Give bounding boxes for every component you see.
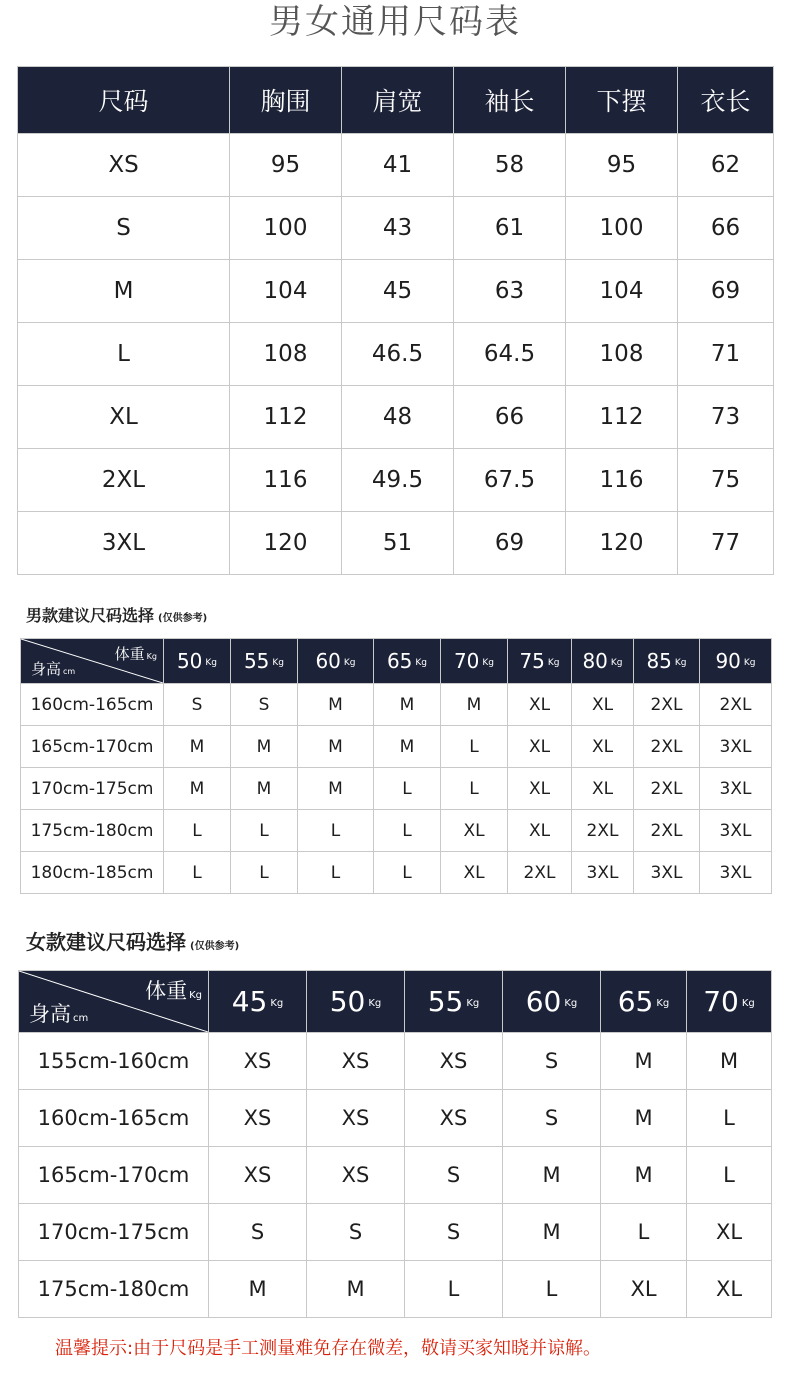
size-cell: M bbox=[601, 1090, 687, 1147]
size-cell: 3XL bbox=[700, 852, 772, 894]
weight-header bbox=[441, 639, 508, 684]
weight-value: 55 bbox=[243, 649, 270, 673]
size-cell: S bbox=[307, 1204, 405, 1261]
size-cell: M bbox=[231, 768, 298, 810]
column-header: 肩宽 bbox=[342, 67, 454, 134]
weight-unit: Kg bbox=[343, 657, 356, 668]
size-label: 2XL bbox=[18, 449, 230, 512]
size-cell: M bbox=[298, 726, 374, 768]
weight-header bbox=[209, 971, 307, 1033]
men-section-title-text: 男款建议尺码选择 bbox=[26, 606, 155, 625]
table-cell: 43 bbox=[342, 197, 454, 260]
table-header-row bbox=[18, 67, 774, 134]
size-label: XL bbox=[18, 386, 230, 449]
size-cell: 2XL bbox=[572, 810, 634, 852]
women-size-table bbox=[18, 970, 772, 1318]
table-cell: 48 bbox=[342, 386, 454, 449]
size-cell: L bbox=[298, 810, 374, 852]
table-row bbox=[21, 852, 772, 894]
weight-value: 70 bbox=[703, 985, 739, 1018]
height-range: 175cm-180cm bbox=[19, 1261, 209, 1318]
size-cell: XL bbox=[441, 810, 508, 852]
size-cell: L bbox=[441, 726, 508, 768]
table-cell: 95 bbox=[230, 134, 342, 197]
weight-unit: Kg bbox=[547, 657, 560, 668]
size-cell: L bbox=[231, 852, 298, 894]
table-cell: 41 bbox=[342, 134, 454, 197]
size-cell: 3XL bbox=[700, 810, 772, 852]
size-cell: 3XL bbox=[700, 726, 772, 768]
weight-header bbox=[307, 971, 405, 1033]
table-row bbox=[19, 1147, 772, 1204]
weight-header bbox=[634, 639, 700, 684]
size-cell: L bbox=[374, 852, 441, 894]
weight-value: 80 bbox=[582, 649, 608, 673]
weight-header bbox=[405, 971, 503, 1033]
table-cell: 120 bbox=[230, 512, 342, 575]
size-cell: M bbox=[687, 1033, 772, 1090]
weight-value: 85 bbox=[646, 649, 672, 673]
size-cell: 2XL bbox=[508, 852, 572, 894]
size-cell: M bbox=[298, 684, 374, 726]
height-range: 165cm-170cm bbox=[21, 726, 164, 768]
table-row bbox=[19, 1033, 772, 1090]
weight-unit: Kg bbox=[466, 997, 480, 1009]
column-header: 袖长 bbox=[454, 67, 566, 134]
weight-header bbox=[687, 971, 772, 1033]
size-cell: XL bbox=[508, 810, 572, 852]
table-cell: 64.5 bbox=[454, 323, 566, 386]
size-cell: L bbox=[231, 810, 298, 852]
table-cell: 112 bbox=[566, 386, 678, 449]
women-section-title bbox=[26, 926, 239, 955]
height-range: 160cm-165cm bbox=[21, 684, 164, 726]
table-cell: 71 bbox=[678, 323, 774, 386]
weight-value: 45 bbox=[231, 985, 268, 1018]
weight-header bbox=[601, 971, 687, 1033]
weight-value: 65 bbox=[386, 649, 413, 673]
size-cell: XL bbox=[572, 726, 634, 768]
size-cell: 2XL bbox=[634, 768, 700, 810]
size-cell: XL bbox=[687, 1261, 772, 1318]
size-cell: M bbox=[374, 726, 441, 768]
size-cell: L bbox=[441, 768, 508, 810]
size-cell: M bbox=[231, 726, 298, 768]
weight-header bbox=[503, 971, 601, 1033]
weight-unit: Kg bbox=[674, 657, 687, 668]
men-size-table bbox=[20, 638, 772, 894]
table-row bbox=[18, 197, 774, 260]
weight-unit: Kg bbox=[415, 657, 428, 668]
size-cell: XS bbox=[307, 1147, 405, 1204]
table-header-row bbox=[19, 971, 772, 1033]
size-cell: S bbox=[209, 1204, 307, 1261]
size-cell: XS bbox=[405, 1090, 503, 1147]
weight-value: 50 bbox=[329, 985, 366, 1018]
size-cell: M bbox=[503, 1147, 601, 1204]
weight-value: 50 bbox=[176, 649, 203, 673]
weight-header bbox=[164, 639, 231, 684]
weight-header bbox=[374, 639, 441, 684]
table-cell: 100 bbox=[566, 197, 678, 260]
size-cell: M bbox=[298, 768, 374, 810]
weight-value: 60 bbox=[315, 649, 341, 673]
size-cell: L bbox=[374, 768, 441, 810]
table-cell: 51 bbox=[342, 512, 454, 575]
weight-unit: Kg bbox=[564, 997, 578, 1009]
size-cell: L bbox=[298, 852, 374, 894]
table-row bbox=[18, 386, 774, 449]
weight-unit: Kg bbox=[205, 657, 218, 668]
weight-unit: Kg bbox=[368, 997, 382, 1009]
size-cell: 2XL bbox=[700, 684, 772, 726]
table-cell: 116 bbox=[566, 449, 678, 512]
size-cell: M bbox=[441, 684, 508, 726]
weight-unit: Kg bbox=[482, 657, 495, 668]
table-row bbox=[18, 260, 774, 323]
size-cell: XL bbox=[572, 768, 634, 810]
table-cell: 67.5 bbox=[454, 449, 566, 512]
weight-header bbox=[572, 639, 634, 684]
men-section-title bbox=[26, 603, 207, 626]
unisex-size-table bbox=[17, 66, 774, 575]
size-cell: XL bbox=[601, 1261, 687, 1318]
column-header: 尺码 bbox=[18, 67, 230, 134]
weight-unit: Kg bbox=[610, 657, 623, 668]
weight-value: 70 bbox=[453, 649, 480, 673]
weight-header bbox=[508, 639, 572, 684]
size-label: XS bbox=[18, 134, 230, 197]
weight-label: 体重 Kg bbox=[145, 979, 202, 1003]
table-cell: 46.5 bbox=[342, 323, 454, 386]
height-range: 170cm-175cm bbox=[19, 1204, 209, 1261]
weight-value: 90 bbox=[715, 649, 741, 673]
size-cell: 2XL bbox=[634, 810, 700, 852]
size-cell: L bbox=[503, 1261, 601, 1318]
table-cell: 120 bbox=[566, 512, 678, 575]
size-cell: XS bbox=[405, 1033, 503, 1090]
size-cell: L bbox=[687, 1147, 772, 1204]
size-cell: L bbox=[405, 1261, 503, 1318]
height-label: 身高 cm bbox=[31, 660, 76, 678]
size-cell: XS bbox=[307, 1033, 405, 1090]
size-cell: XS bbox=[209, 1147, 307, 1204]
table-header-row bbox=[21, 639, 772, 684]
table-cell: 116 bbox=[230, 449, 342, 512]
size-cell: 2XL bbox=[634, 726, 700, 768]
size-cell: M bbox=[601, 1033, 687, 1090]
weight-value: 75 bbox=[519, 649, 545, 673]
footer-note: 温馨提示:由于尺码是手工测量难免存在微差，敬请买家知晓并谅解。 bbox=[55, 1338, 602, 1359]
size-cell: S bbox=[164, 684, 231, 726]
table-cell: 73 bbox=[678, 386, 774, 449]
size-cell: 3XL bbox=[572, 852, 634, 894]
table-cell: 112 bbox=[230, 386, 342, 449]
size-label: M bbox=[18, 260, 230, 323]
table-row bbox=[21, 726, 772, 768]
table-cell: 58 bbox=[454, 134, 566, 197]
women-section-note: (仅供参考) bbox=[190, 941, 240, 952]
size-cell: L bbox=[687, 1090, 772, 1147]
height-range: 155cm-160cm bbox=[19, 1033, 209, 1090]
weight-header bbox=[231, 639, 298, 684]
table-cell: 69 bbox=[678, 260, 774, 323]
size-cell: S bbox=[231, 684, 298, 726]
size-label: L bbox=[18, 323, 230, 386]
weight-value: 55 bbox=[427, 985, 464, 1018]
weight-value: 60 bbox=[525, 985, 562, 1018]
size-cell: S bbox=[503, 1090, 601, 1147]
table-row bbox=[21, 684, 772, 726]
size-cell: 3XL bbox=[634, 852, 700, 894]
size-cell: XS bbox=[307, 1090, 405, 1147]
table-cell: 49.5 bbox=[342, 449, 454, 512]
table-cell: 66 bbox=[678, 197, 774, 260]
size-cell: L bbox=[164, 852, 231, 894]
size-cell: L bbox=[601, 1204, 687, 1261]
size-cell: XL bbox=[572, 684, 634, 726]
table-row bbox=[19, 1204, 772, 1261]
table-cell: 63 bbox=[454, 260, 566, 323]
table-cell: 100 bbox=[230, 197, 342, 260]
size-cell: XL bbox=[508, 726, 572, 768]
weight-unit: Kg bbox=[270, 997, 284, 1009]
men-section-note: (仅供参考) bbox=[158, 613, 208, 624]
table-cell: 108 bbox=[566, 323, 678, 386]
size-cell: XL bbox=[508, 768, 572, 810]
table-cell: 104 bbox=[566, 260, 678, 323]
table-cell: 62 bbox=[678, 134, 774, 197]
weight-unit: Kg bbox=[272, 657, 285, 668]
size-cell: M bbox=[209, 1261, 307, 1318]
table-cell: 45 bbox=[342, 260, 454, 323]
size-cell: 2XL bbox=[634, 684, 700, 726]
table-cell: 95 bbox=[566, 134, 678, 197]
weight-unit: Kg bbox=[656, 997, 670, 1009]
size-cell: M bbox=[601, 1147, 687, 1204]
height-range: 175cm-180cm bbox=[21, 810, 164, 852]
table-cell: 61 bbox=[454, 197, 566, 260]
column-header: 下摆 bbox=[566, 67, 678, 134]
height-label: 身高 cm bbox=[29, 1002, 89, 1026]
size-cell: XS bbox=[209, 1033, 307, 1090]
height-range: 160cm-165cm bbox=[19, 1090, 209, 1147]
size-cell: M bbox=[164, 768, 231, 810]
size-cell: M bbox=[164, 726, 231, 768]
corner-cell bbox=[21, 639, 164, 684]
size-cell: M bbox=[503, 1204, 601, 1261]
size-cell: 3XL bbox=[700, 768, 772, 810]
height-range: 170cm-175cm bbox=[21, 768, 164, 810]
table-cell: 77 bbox=[678, 512, 774, 575]
women-section-title-text: 女款建议尺码选择 bbox=[26, 930, 186, 954]
size-label: S bbox=[18, 197, 230, 260]
table-cell: 104 bbox=[230, 260, 342, 323]
height-range: 165cm-170cm bbox=[19, 1147, 209, 1204]
weight-unit: Kg bbox=[743, 657, 756, 668]
table-row bbox=[18, 449, 774, 512]
size-label: 3XL bbox=[18, 512, 230, 575]
column-header: 胸围 bbox=[230, 67, 342, 134]
size-cell: S bbox=[405, 1204, 503, 1261]
weight-header bbox=[298, 639, 374, 684]
table-cell: 108 bbox=[230, 323, 342, 386]
page-title: 男女通用尺码表 bbox=[269, 2, 521, 42]
weight-unit: Kg bbox=[741, 997, 755, 1009]
table-row bbox=[18, 512, 774, 575]
table-cell: 66 bbox=[454, 386, 566, 449]
size-cell: M bbox=[307, 1261, 405, 1318]
weight-value: 65 bbox=[617, 985, 654, 1018]
size-cell: XL bbox=[441, 852, 508, 894]
height-range: 180cm-185cm bbox=[21, 852, 164, 894]
size-cell: XL bbox=[687, 1204, 772, 1261]
size-cell: XS bbox=[209, 1090, 307, 1147]
table-row bbox=[19, 1261, 772, 1318]
size-cell: L bbox=[164, 810, 231, 852]
table-row bbox=[21, 810, 772, 852]
column-header: 衣长 bbox=[678, 67, 774, 134]
table-cell: 75 bbox=[678, 449, 774, 512]
weight-label: 体重 Kg bbox=[114, 645, 157, 663]
size-cell: S bbox=[405, 1147, 503, 1204]
weight-header bbox=[700, 639, 772, 684]
corner-cell bbox=[19, 971, 209, 1033]
table-row bbox=[21, 768, 772, 810]
size-cell: M bbox=[374, 684, 441, 726]
size-cell: S bbox=[503, 1033, 601, 1090]
size-cell: XL bbox=[508, 684, 572, 726]
table-cell: 69 bbox=[454, 512, 566, 575]
table-row bbox=[18, 323, 774, 386]
table-row bbox=[19, 1090, 772, 1147]
table-row bbox=[18, 134, 774, 197]
size-cell: L bbox=[374, 810, 441, 852]
